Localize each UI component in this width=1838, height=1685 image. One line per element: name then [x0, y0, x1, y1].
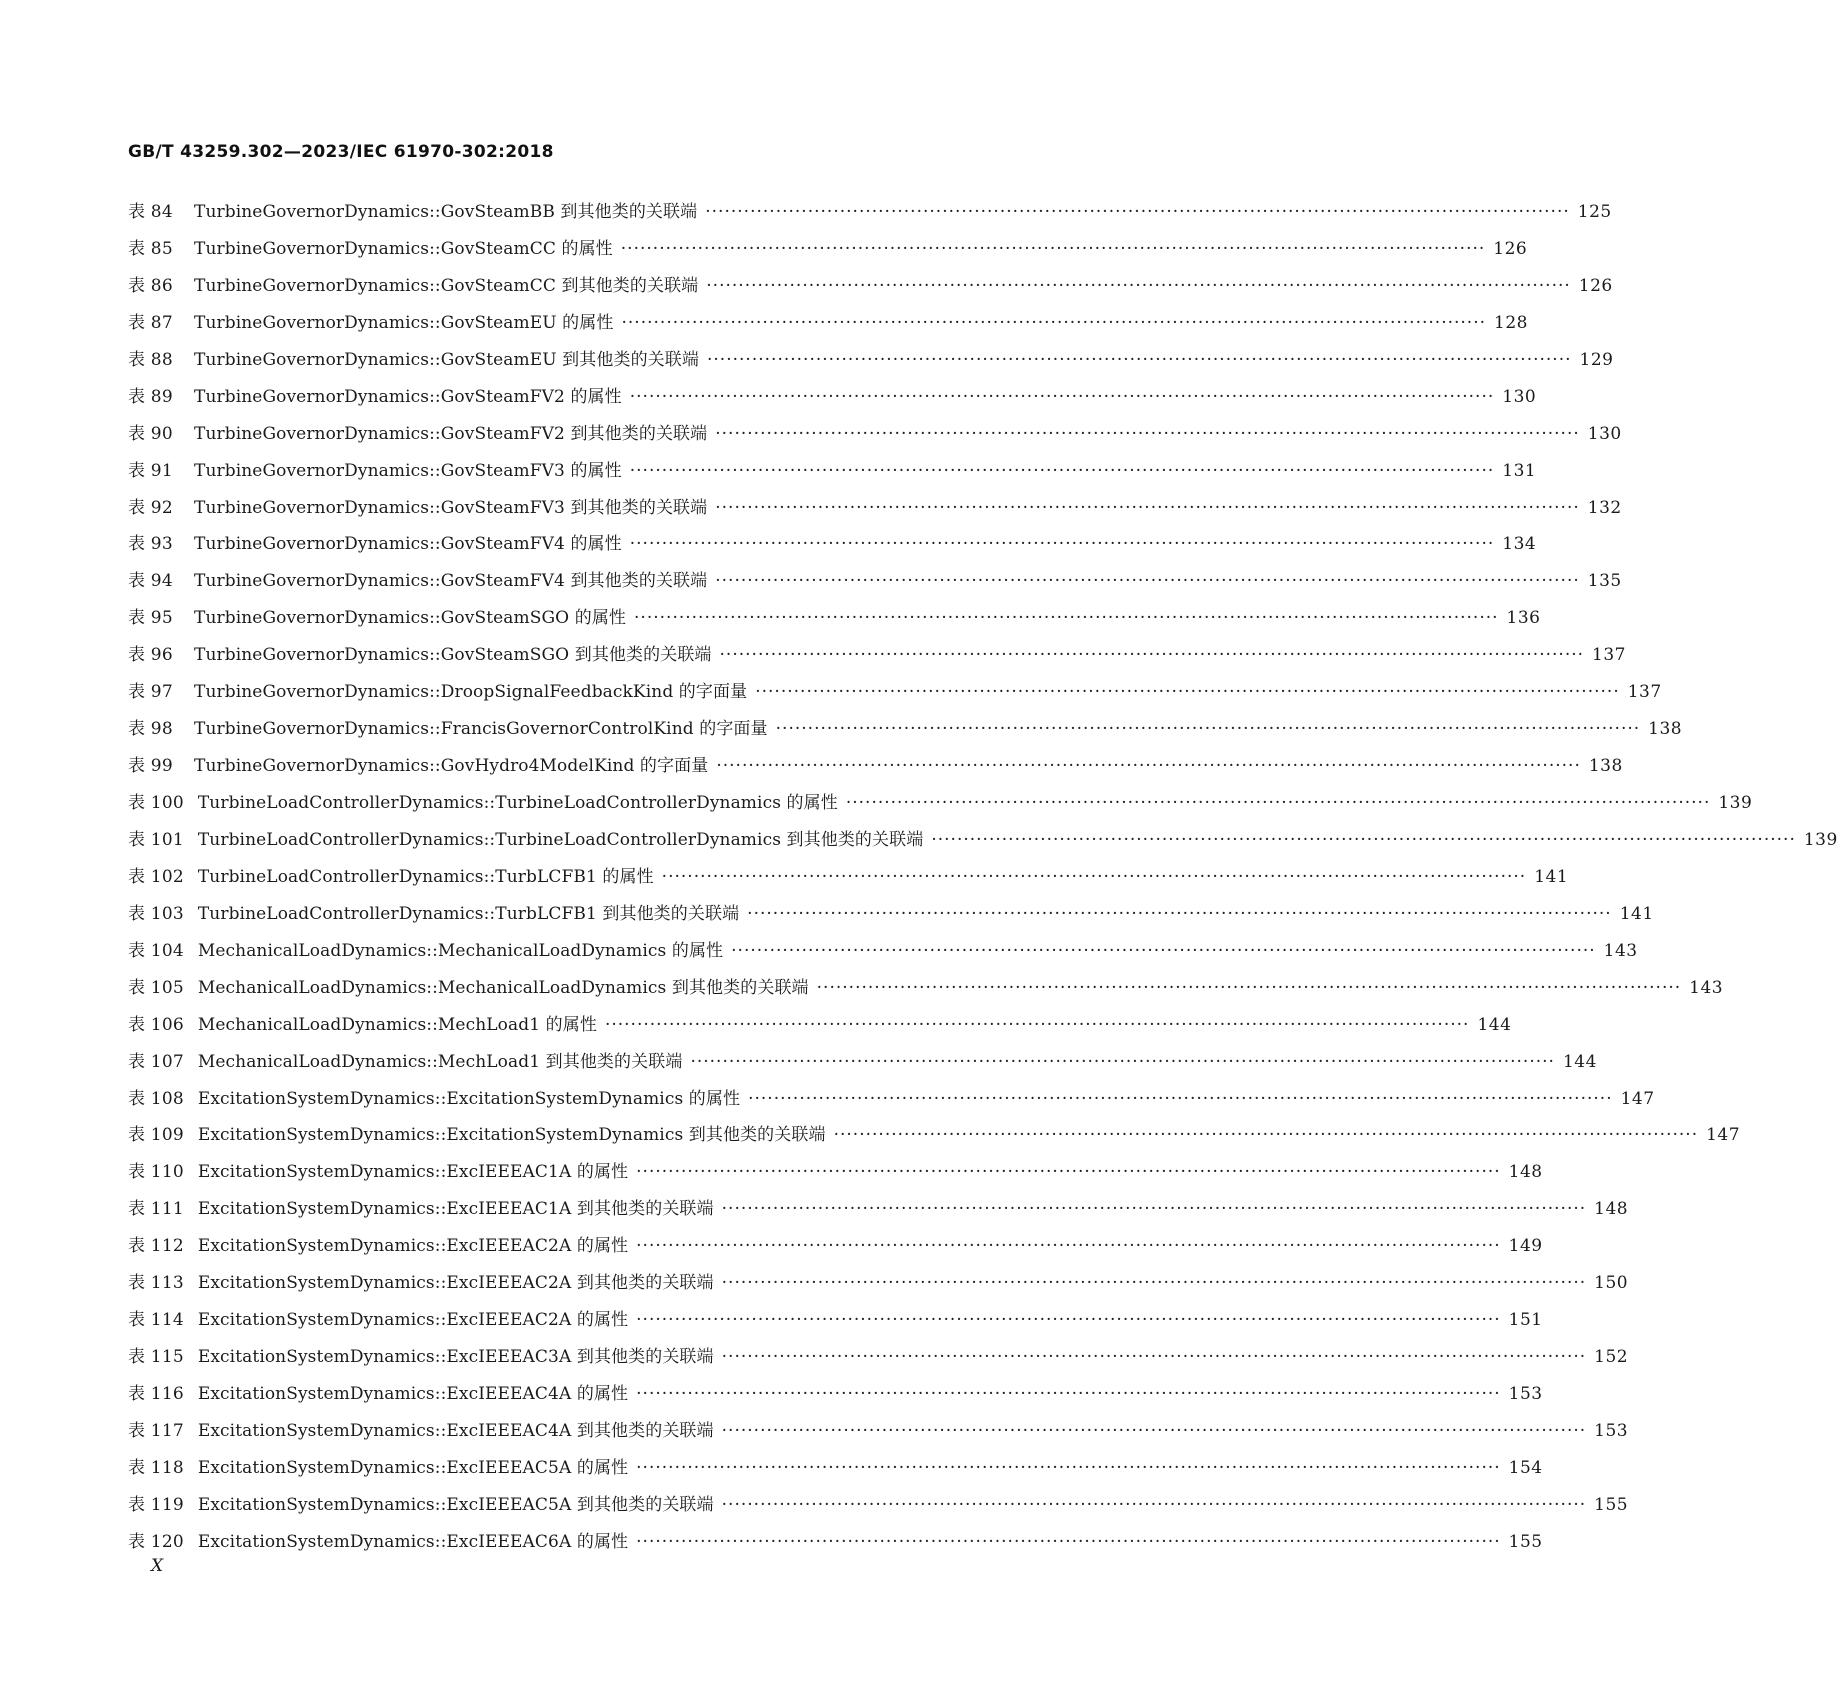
toc-entry[interactable]	[128, 1120, 1741, 1157]
toc-entry-title: TurbineGovernorDynamics::GovSteamFV4 的属性	[194, 534, 622, 555]
toc-entry[interactable]	[128, 493, 1622, 530]
toc-entry-number: 表 98	[128, 719, 173, 740]
toc-entry-title: ExcitationSystemDynamics::ExcIEEEAC4A 的属性	[197, 1384, 629, 1404]
toc-entry[interactable]	[128, 529, 1537, 566]
toc-dot-leader	[715, 424, 1580, 444]
toc-entry-page: 130	[1587, 423, 1622, 444]
toc-entry-title: TurbineGovernorDynamics::GovSteamEU 的属性	[194, 312, 614, 333]
toc-entry[interactable]	[128, 603, 1541, 640]
toc-entry-title: TurbineGovernorDynamics::GovSteamSGO 到其他类的关联端	[194, 645, 712, 666]
toc-entry[interactable]	[128, 197, 1612, 234]
toc-entry-title: ExcitationSystemDynamics::ExcIEEEAC2A 的属性	[197, 1310, 629, 1331]
toc-dot-leader	[707, 350, 1572, 370]
toc-entry-page: 141	[1534, 866, 1569, 887]
toc-entry-number: 表 86	[128, 275, 173, 296]
toc-entry-title: ExcitationSystemDynamics::ExcitationSystemDynamics 的属性	[197, 1088, 741, 1109]
document-code-header: GB/T 43259.302—2023/IEC 61970-302:2018	[128, 142, 554, 162]
toc-entry[interactable]	[128, 271, 1613, 308]
toc-entry-title: ExcitationSystemDynamics::ExcIEEEAC2A 的属性	[197, 1236, 629, 1257]
toc-entry[interactable]	[128, 1305, 1543, 1342]
toc-entry-title: TurbineGovernorDynamics::GovSteamBB 到其他类的关联端	[194, 202, 698, 222]
toc-entry-number: 表 119	[128, 1494, 184, 1515]
toc-dot-leader	[931, 830, 1796, 850]
toc-entry-page: 132	[1587, 497, 1622, 518]
toc-entry[interactable]	[128, 751, 1623, 788]
toc-entry-page: 137	[1627, 682, 1662, 703]
toc-entry-page: 141	[1619, 903, 1654, 924]
toc-entry-title: TurbineGovernorDynamics::GovHydro4ModelKind 的字面量	[194, 756, 709, 777]
toc-entry-number: 表 107	[128, 1051, 184, 1072]
toc-entry[interactable]	[128, 566, 1622, 603]
toc-entry-page: 130	[1502, 386, 1537, 407]
toc-entry-number: 表 95	[128, 608, 173, 629]
toc-entry-page: 139	[1718, 793, 1753, 813]
toc-entry[interactable]	[128, 382, 1537, 419]
toc-entry-page: 139	[1803, 829, 1838, 850]
toc-entry-title: TurbineGovernorDynamics::GovSteamEU 到其他类的关联端	[194, 349, 699, 370]
toc-entry-page: 150	[1594, 1273, 1629, 1294]
toc-entry-number: 表 120	[128, 1531, 184, 1552]
toc-entry[interactable]	[128, 677, 1662, 714]
toc-entry-number: 表 91	[128, 460, 173, 481]
toc-entry[interactable]	[128, 345, 1614, 382]
toc-entry[interactable]	[128, 1268, 1629, 1305]
toc-entry[interactable]	[128, 1416, 1629, 1453]
toc-entry-page: 144	[1562, 1051, 1597, 1072]
toc-entry[interactable]	[128, 234, 1528, 271]
toc-entry-number: 表 89	[128, 386, 173, 407]
toc-entry-page: 144	[1477, 1014, 1512, 1035]
toc-dot-leader	[747, 904, 1612, 924]
toc-entry-number: 表 101	[128, 829, 184, 850]
toc-entry[interactable]	[128, 1194, 1629, 1231]
toc-entry-title: TurbineGovernorDynamics::GovSteamFV3 的属性	[194, 460, 622, 481]
toc-entry[interactable]	[128, 1084, 1655, 1121]
toc-entry-number: 表 103	[128, 903, 184, 924]
toc-entry-number: 表 90	[128, 423, 173, 444]
toc-entry-title: TurbineGovernorDynamics::DroopSignalFeedbackKind 的字面量	[194, 682, 748, 703]
toc-entry-number: 表 96	[128, 645, 173, 666]
toc-entry-number: 表 92	[128, 497, 173, 518]
toc-entry-page: 147	[1706, 1125, 1741, 1146]
toc-dot-leader	[720, 645, 1585, 665]
toc-entry[interactable]	[128, 1047, 1597, 1084]
toc-entry-title: ExcitationSystemDynamics::ExcIEEEAC1A 到其他类的关联端	[197, 1199, 714, 1220]
toc-entry-number: 表 102	[128, 866, 184, 887]
toc-entry-page: 152	[1594, 1347, 1629, 1368]
toc-entry-title: MechanicalLoadDynamics::MechanicalLoadDynamics 的属性	[197, 940, 724, 961]
toc-entry-title: ExcitationSystemDynamics::ExcIEEEAC6A 的属性	[197, 1531, 629, 1552]
toc-entry-number: 表 111	[128, 1199, 184, 1220]
toc-dot-leader	[722, 1273, 1587, 1293]
toc-entry-title: ExcitationSystemDynamics::ExcIEEEAC3A 到其他类的关联端	[197, 1347, 714, 1368]
toc-entry-number: 表 93	[128, 534, 173, 555]
toc-dot-leader	[817, 978, 1682, 998]
toc-entry-page: 153	[1594, 1420, 1629, 1441]
toc-entry-number: 表 97	[128, 682, 173, 703]
toc-dot-leader	[662, 867, 1527, 887]
toc-dot-leader	[636, 1310, 1501, 1330]
toc-entry-number: 表 85	[128, 238, 173, 259]
toc-entry-number: 表 106	[128, 1014, 184, 1035]
toc-entry-page: 129	[1579, 349, 1614, 370]
toc-dot-leader	[636, 1458, 1501, 1478]
toc-entry[interactable]	[128, 456, 1537, 493]
toc-entry-number: 表 108	[128, 1088, 184, 1109]
toc-entry-page: 136	[1506, 608, 1541, 629]
toc-entry-number: 表 99	[128, 756, 173, 777]
toc-entry-title: TurbineLoadControllerDynamics::TurbineLoadControllerDynamics 的属性	[197, 793, 838, 813]
toc-entry-title: MechanicalLoadDynamics::MechLoad1 的属性	[197, 1014, 597, 1035]
toc-entry[interactable]	[128, 1527, 1543, 1564]
toc-entry-title: TurbineGovernorDynamics::GovSteamFV2 到其他类的关联端	[194, 423, 708, 444]
toc-dot-leader	[716, 756, 1581, 776]
toc-entry-page: 138	[1648, 719, 1683, 740]
toc-entry-number: 表 84	[128, 202, 173, 222]
toc-entry-page: 143	[1689, 977, 1724, 998]
toc-dot-leader	[622, 313, 1487, 333]
toc-dot-leader	[705, 202, 1570, 222]
toc-entry-page: 131	[1502, 460, 1537, 481]
toc-entry-title: ExcitationSystemDynamics::ExcIEEEAC2A 到其他类的关联端	[197, 1273, 714, 1294]
toc-dot-leader	[621, 239, 1486, 259]
toc-entry[interactable]	[128, 788, 1753, 825]
toc-dot-leader	[636, 1532, 1501, 1552]
toc-dot-leader	[722, 1421, 1587, 1441]
toc-entry-number: 表 110	[128, 1162, 184, 1183]
toc-entry-title: TurbineGovernorDynamics::GovSteamFV4 到其他类的关联端	[194, 571, 708, 592]
toc-entry-page: 128	[1494, 312, 1528, 333]
table-of-contents	[128, 197, 1838, 1564]
toc-entry-number: 表 113	[128, 1273, 184, 1294]
toc-entry-page: 138	[1588, 756, 1623, 777]
toc-entry-page: 151	[1508, 1310, 1543, 1331]
toc-dot-leader	[630, 534, 1495, 554]
toc-entry[interactable]	[128, 640, 1626, 677]
toc-entry-page: 135	[1587, 571, 1622, 592]
toc-entry-title: MechanicalLoadDynamics::MechanicalLoadDynamics 到其他类的关联端	[197, 977, 809, 998]
toc-entry-page: 147	[1620, 1088, 1655, 1109]
toc-entry-title: TurbineLoadControllerDynamics::TurbLCFB1 到其他类的关联端	[197, 903, 740, 924]
toc-entry-page: 126	[1493, 238, 1528, 259]
toc-entry-number: 表 116	[128, 1384, 184, 1404]
toc-dot-leader	[715, 498, 1580, 518]
toc-entry-number: 表 118	[128, 1457, 184, 1478]
toc-entry[interactable]	[128, 1231, 1543, 1268]
toc-dot-leader	[722, 1495, 1587, 1515]
toc-entry-number: 表 105	[128, 977, 184, 998]
toc-entry[interactable]	[128, 973, 1724, 1010]
toc-entry[interactable]	[128, 1379, 1543, 1416]
toc-dot-leader	[731, 941, 1596, 961]
toc-entry-page: 126	[1578, 275, 1613, 296]
toc-entry-title: TurbineGovernorDynamics::GovSteamFV3 到其他类的关联端	[194, 497, 708, 518]
toc-dot-leader	[748, 1089, 1613, 1109]
toc-entry-page: 153	[1508, 1384, 1543, 1404]
toc-entry[interactable]	[128, 714, 1683, 751]
toc-dot-leader	[706, 276, 1571, 296]
toc-entry-number: 表 109	[128, 1125, 184, 1146]
toc-entry[interactable]	[128, 1010, 1512, 1047]
toc-entry-page: 155	[1508, 1531, 1543, 1552]
toc-dot-leader	[715, 571, 1580, 591]
toc-dot-leader	[630, 461, 1495, 481]
toc-dot-leader	[722, 1199, 1587, 1219]
toc-entry-number: 表 112	[128, 1236, 184, 1257]
toc-entry[interactable]	[128, 419, 1622, 456]
toc-entry-page: 154	[1508, 1457, 1543, 1478]
toc-entry-title: TurbineGovernorDynamics::GovSteamCC 的属性	[194, 238, 613, 259]
toc-entry-title: ExcitationSystemDynamics::ExcIEEEAC5A 到其他类的关联端	[197, 1494, 714, 1515]
toc-entry-title: TurbineGovernorDynamics::FrancisGovernorControlKind 的字面量	[194, 719, 768, 740]
toc-entry-number: 表 104	[128, 940, 184, 961]
toc-entry-number: 表 94	[128, 571, 173, 592]
toc-entry[interactable]	[128, 862, 1569, 899]
toc-dot-leader	[834, 1125, 1699, 1145]
toc-entry-title: TurbineLoadControllerDynamics::TurbineLoadControllerDynamics 到其他类的关联端	[197, 829, 924, 850]
toc-dot-leader	[690, 1052, 1555, 1072]
toc-dot-leader	[776, 719, 1641, 739]
toc-entry-number: 表 87	[128, 312, 173, 333]
toc-entry-title: TurbineGovernorDynamics::GovSteamFV2 的属性	[194, 386, 622, 407]
toc-entry-number: 表 115	[128, 1347, 184, 1368]
toc-dot-leader	[634, 608, 1499, 628]
toc-entry-page: 137	[1592, 645, 1626, 666]
toc-dot-leader	[636, 1384, 1501, 1404]
toc-entry-page: 125	[1577, 202, 1612, 222]
page-number: X	[151, 1556, 164, 1576]
toc-entry-number: 表 114	[128, 1310, 184, 1331]
toc-dot-leader	[630, 387, 1495, 407]
toc-entry-page: 155	[1594, 1494, 1629, 1515]
toc-entry-page: 148	[1594, 1199, 1629, 1220]
toc-entry[interactable]	[128, 1453, 1543, 1490]
toc-dot-leader	[846, 793, 1711, 813]
toc-entry-title: TurbineLoadControllerDynamics::TurbLCFB1 的属性	[197, 866, 654, 887]
toc-dot-leader	[636, 1236, 1501, 1256]
toc-entry-page: 149	[1508, 1236, 1543, 1257]
toc-entry-number: 表 100	[128, 793, 184, 813]
toc-entry-page: 143	[1603, 940, 1638, 961]
toc-entry-number: 表 117	[128, 1420, 184, 1441]
toc-entry-page: 134	[1502, 534, 1537, 555]
toc-entry-title: TurbineGovernorDynamics::GovSteamSGO 的属性	[194, 608, 627, 629]
toc-entry[interactable]	[128, 1157, 1543, 1194]
toc-entry[interactable]	[128, 899, 1654, 936]
toc-entry-title: TurbineGovernorDynamics::GovSteamCC 到其他类的关联端	[194, 275, 699, 296]
toc-dot-leader	[755, 682, 1620, 702]
toc-entry[interactable]	[128, 1342, 1629, 1379]
toc-entry[interactable]	[128, 825, 1838, 862]
toc-entry-number: 表 88	[128, 349, 173, 370]
toc-dot-leader	[722, 1347, 1587, 1367]
toc-entry[interactable]	[128, 936, 1638, 973]
toc-entry-title: ExcitationSystemDynamics::ExcitationSystemDynamics 到其他类的关联端	[197, 1125, 826, 1146]
toc-entry-page: 148	[1508, 1162, 1543, 1183]
toc-entry-title: ExcitationSystemDynamics::ExcIEEEAC4A 到其他类的关联端	[197, 1420, 714, 1441]
toc-entry[interactable]	[128, 308, 1528, 345]
toc-entry[interactable]	[128, 1490, 1629, 1527]
toc-dot-leader	[605, 1015, 1470, 1035]
toc-entry-title: MechanicalLoadDynamics::MechLoad1 到其他类的关联端	[197, 1051, 683, 1072]
toc-entry-title: ExcitationSystemDynamics::ExcIEEEAC5A 的属性	[197, 1457, 629, 1478]
toc-dot-leader	[636, 1162, 1501, 1182]
toc-entry-title: ExcitationSystemDynamics::ExcIEEEAC1A 的属性	[197, 1162, 629, 1183]
